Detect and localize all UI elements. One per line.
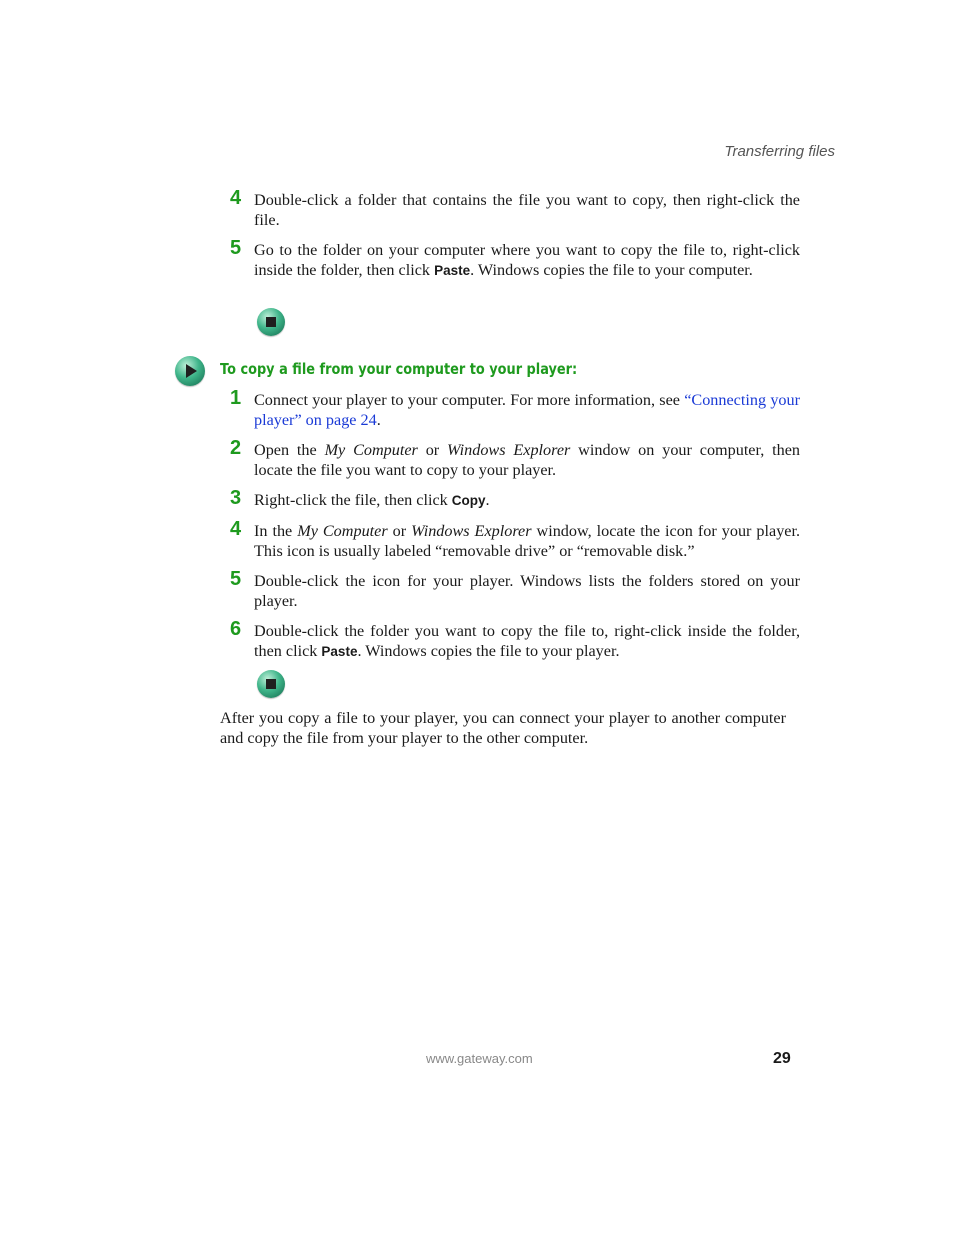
closing-paragraph: After you copy a file to your player, you can connect your player to another computer and copy the file from your player to the other computer. — [220, 709, 786, 747]
step-text: Connect your player to your computer. For more information, see “Connecting your player” on page 24. — [254, 391, 800, 429]
step-number: 4 — [230, 187, 242, 209]
step-number: 3 — [230, 487, 242, 509]
step-5 — [230, 568, 800, 611]
step-text: Open the My Computer or Windows Explorer window on your computer, then locate the file you want to copy to your player. — [254, 441, 801, 479]
step-text: Double-click the folder you want to copy the file to, right-click inside the folder, then click Paste. Windows copies the file to your player. — [254, 622, 800, 660]
step-number: 1 — [230, 387, 242, 409]
ui-term-paste: Paste — [321, 643, 358, 659]
stop-icon — [257, 308, 285, 336]
step-3 — [230, 487, 800, 511]
footer-url: www.gateway.com — [426, 1051, 533, 1066]
step-6 — [230, 618, 800, 661]
step-4 — [230, 187, 800, 230]
ui-term-paste: Paste — [434, 262, 471, 278]
step-text: Go to the folder on your computer where you want to copy the file to, right-click inside the folder, then click Paste. Windows copies the file to your computer. — [254, 241, 800, 279]
step-5 — [230, 237, 800, 280]
step-number: 5 — [230, 568, 242, 590]
ui-term-copy: Copy — [451, 493, 486, 508]
procedure-heading: To copy a file from your computer to your player: — [220, 360, 578, 378]
step-text: Double-click the icon for your player. Windows lists the folders stored on your player. — [254, 572, 800, 610]
step-number: 2 — [230, 437, 242, 459]
step-number: 5 — [230, 237, 242, 259]
step-4 — [230, 518, 801, 561]
step-number: 4 — [230, 518, 242, 540]
step-text: Right-click the file, then click Copy. — [254, 491, 490, 509]
step-1 — [230, 387, 800, 430]
step-text: In the My Computer or Windows Explorer window, locate the icon for your player. This icon is usually labeled “removable drive” or “removable disk.” — [254, 522, 801, 560]
stop-icon — [257, 670, 285, 698]
step-number: 6 — [230, 618, 242, 640]
cross-reference-link[interactable]: “Connecting your player” on page 24 — [254, 391, 800, 429]
play-arrow-icon — [175, 356, 205, 386]
running-head: Transferring files — [724, 143, 835, 160]
page-number: 29 — [773, 1050, 791, 1067]
step-text: Double-click a folder that contains the file you want to copy, then right-click the file. — [254, 191, 800, 229]
step-2 — [230, 437, 801, 480]
